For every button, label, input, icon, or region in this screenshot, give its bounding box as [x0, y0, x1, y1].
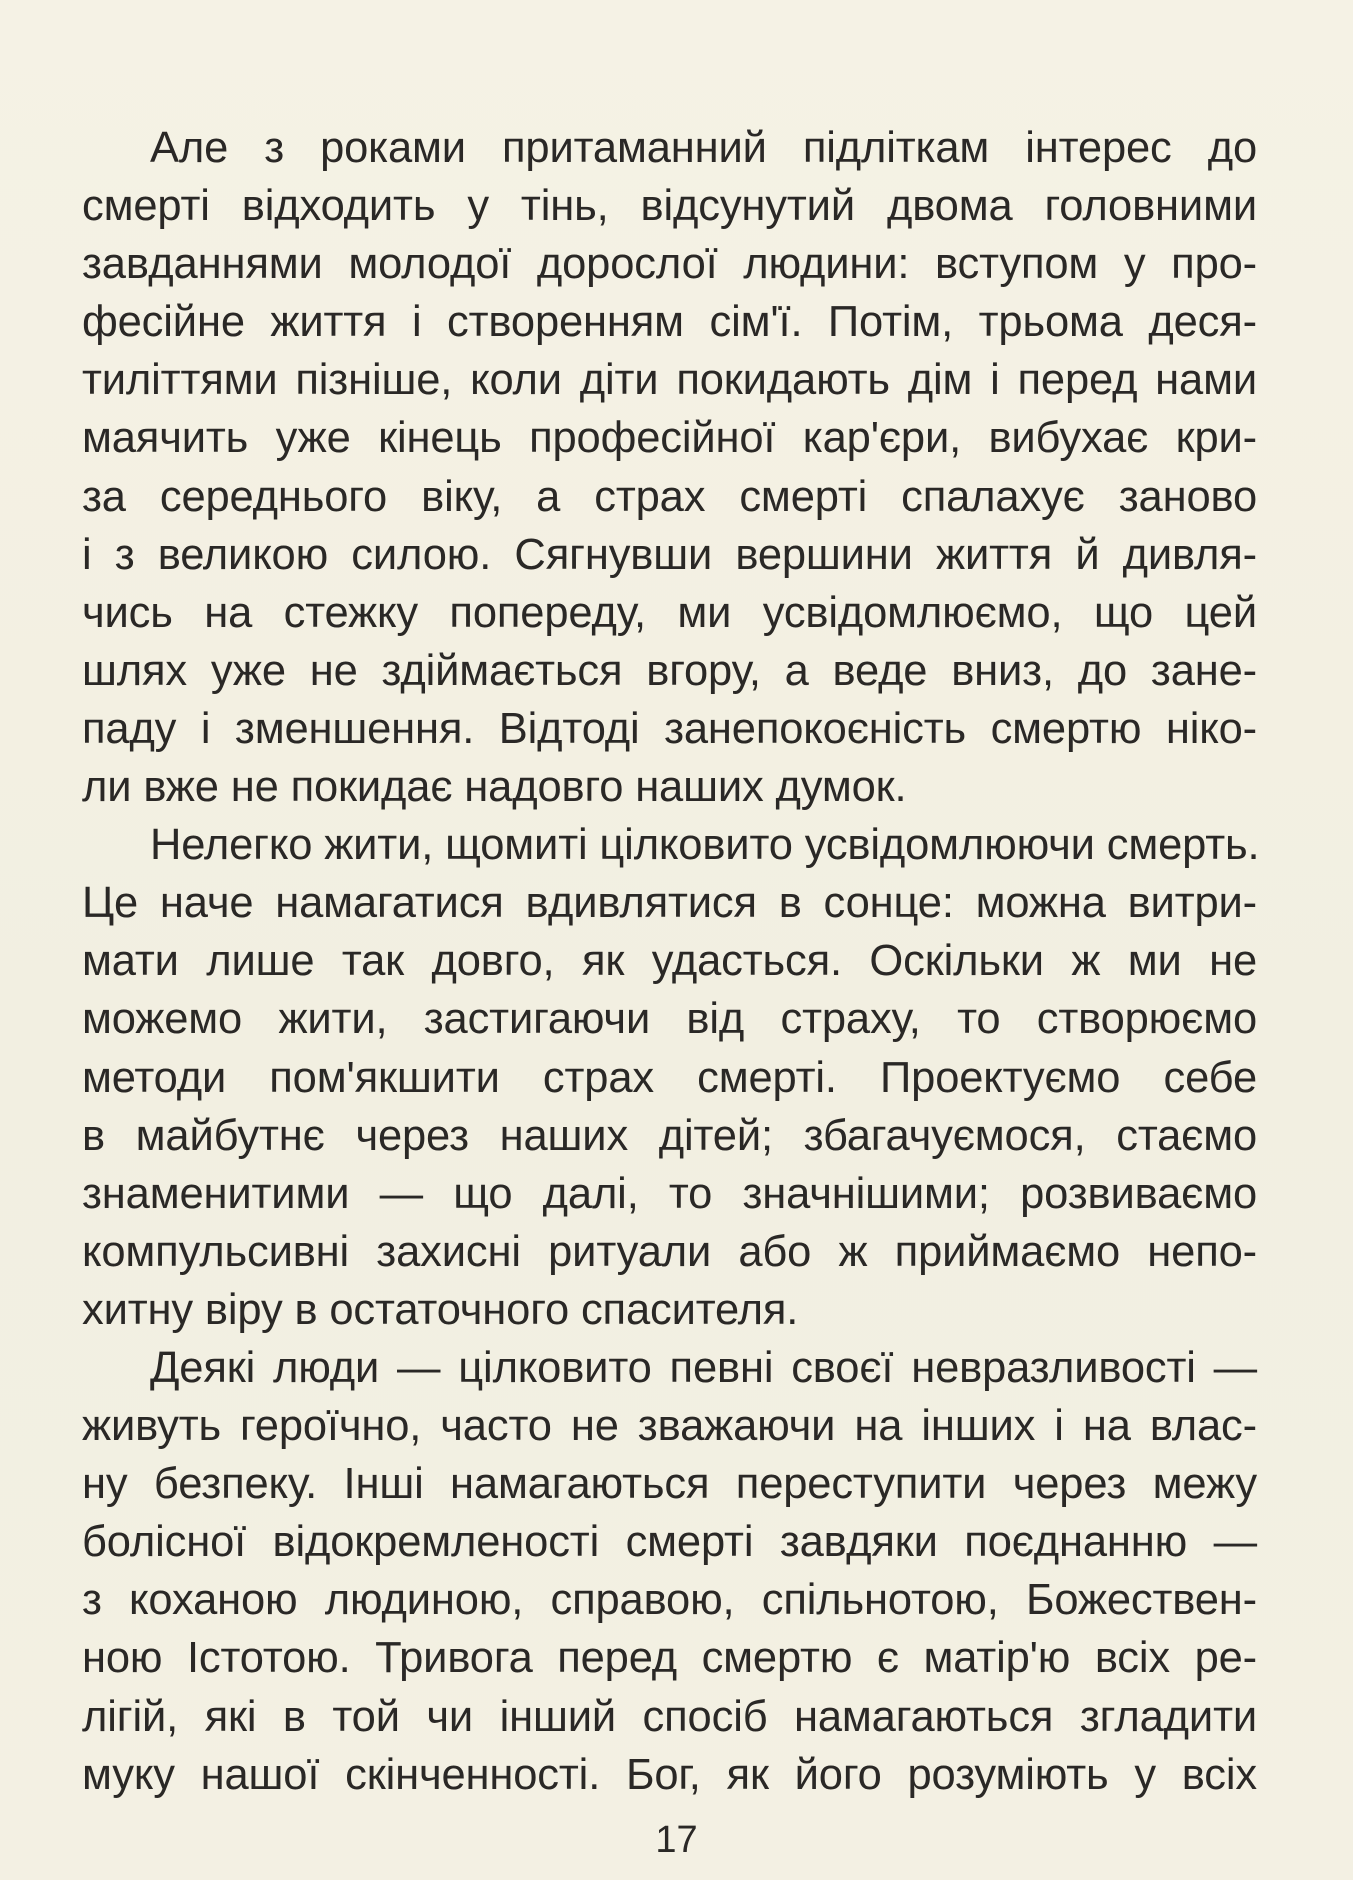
paragraph-3-line: болісної відокремленості смерті завдяки поєднанню —: [82, 1518, 1257, 1567]
paragraph-1-line: ли вже не покидає надовго наших думок.: [82, 763, 907, 812]
paragraph-1-line: Але з роками притаманний підліткам інтерес до: [150, 124, 1257, 172]
paragraph-1-line: паду і зменшення. Відтоді занепокоєність смертю ніко-: [82, 704, 1257, 753]
paragraph-3-line: лігій, які в той чи інший спосіб намагаються згладити: [82, 1692, 1257, 1741]
paragraph-1-line: шлях уже не здіймається вгору, а веде вниз, до зане-: [82, 646, 1257, 695]
paragraph-1-line: за середнього віку, а страх смерті спалахує заново: [82, 472, 1257, 521]
page-number: 17: [655, 1819, 698, 1861]
paragraph-1-line: чись на стежку попереду, ми усвідомлюємо, що цей: [82, 588, 1257, 637]
paragraph-2-line: методи пом'якшити страх смерті. Проектуємо себе: [82, 1053, 1257, 1102]
paragraph-1-line: фесійне життя і створенням сім'ї. Потім, трьома деся-: [82, 298, 1257, 347]
paragraph-2-line: знаменитими — що далі, то значнішими; розвиваємо: [82, 1169, 1257, 1218]
paragraph-2-line: хитну віру в остаточного спасителя.: [82, 1285, 799, 1334]
paragraph-3-line: з коханою людиною, справою, спільнотою, Божествен-: [82, 1576, 1257, 1625]
paragraph-3-line: Деякі люди — цілковито певні своєї невразливості —: [150, 1343, 1257, 1392]
paragraph-3-line: муку нашої скінченності. Бог, як його розуміють у всіх: [82, 1750, 1257, 1799]
paragraph-1-line: і з великою силою. Сягнувши вершини життя й дивля-: [82, 530, 1257, 579]
paragraph-1-line: тиліттями пізніше, коли діти покидають дім і перед нами: [82, 356, 1257, 405]
paragraph-2-line: Нелегко жити, щомиті цілковито усвідомлюючи смерть.: [150, 821, 1260, 870]
paragraph-2-line: в майбутнє через наших дітей; збагачуємося, стаємо: [82, 1111, 1257, 1160]
paragraph-2-line: компульсивні захисні ритуали або ж приймаємо непо-: [82, 1227, 1257, 1276]
paragraph-1-line: маячить уже кінець професійної кар'єри, вибухає кри-: [82, 414, 1257, 463]
paragraph-2-line: Це наче намагатися вдивлятися в сонце: можна витри-: [82, 879, 1257, 928]
paragraph-3-line: ну безпеку. Інші намагаються переступити через межу: [82, 1460, 1257, 1509]
paragraph-2-line: мати лише так довго, як удасться. Оскільки ж ми не: [82, 937, 1257, 986]
paragraph-3-line: ною Істотою. Тривога перед смертю є матір'ю всіх ре-: [82, 1634, 1257, 1683]
paragraph-1-line: завданнями молодої дорослої людини: вступом у про-: [82, 240, 1257, 289]
paragraph-2-line: можемо жити, застигаючи від страху, то створюємо: [82, 995, 1257, 1044]
paragraph-1-line: смерті відходить у тінь, відсунутий двома головними: [82, 182, 1257, 231]
paragraph-3-line: живуть героїчно, часто не зважаючи на інших і на влас-: [82, 1402, 1257, 1451]
body-text: [82, 119, 1260, 1804]
